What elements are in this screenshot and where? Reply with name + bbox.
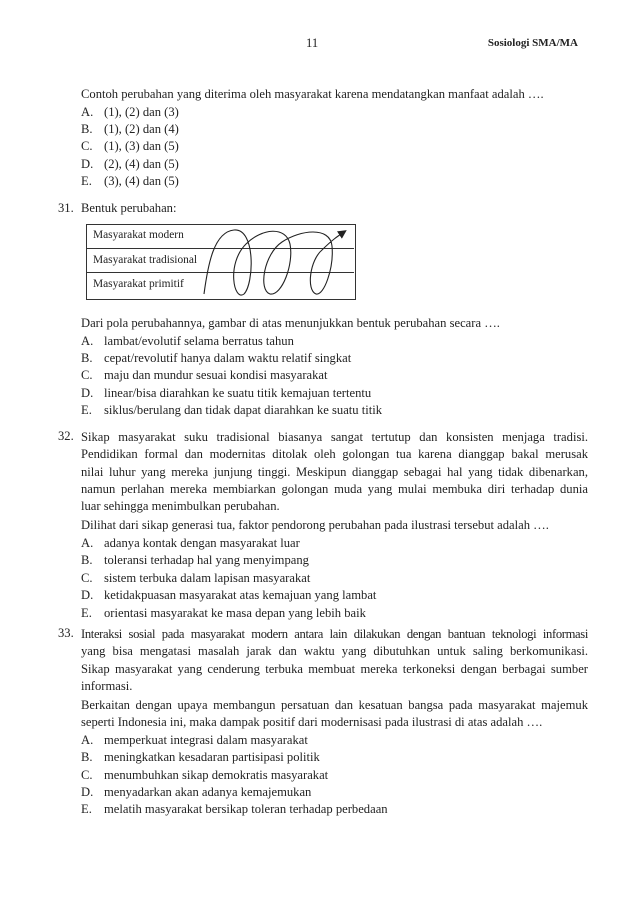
option-text: menyadarkan akan adanya kemajemukan (104, 784, 312, 799)
option-text: maju dan mundur sesuai kondisi masyarakat (104, 368, 328, 383)
option-letter: E. (81, 403, 92, 418)
option-text: sistem terbuka dalam lapisan masyarakat (104, 570, 311, 585)
option-text: linear/bisa diarahkan ke suatu titik kemajuan tertentu (104, 385, 372, 400)
option-letter: B. (81, 553, 93, 568)
option-a[interactable] (81, 535, 588, 552)
option-e[interactable] (81, 173, 588, 190)
option-b[interactable] (81, 552, 588, 569)
option-text: (3), (4) dan (5) (104, 174, 179, 189)
option-letter: B. (81, 121, 93, 136)
question-stem: Berkaitan dengan upaya membangun persatuan dan kesatuan bangsa pada masyarakat majemuk (81, 698, 588, 713)
paragraph-line: informasi. (81, 678, 133, 693)
option-c[interactable] (81, 767, 588, 784)
option-a[interactable] (81, 104, 588, 121)
option-text: melatih masyarakat bersikap toleran terhadap perbedaan (104, 802, 388, 817)
question-text: Bentuk perubahan: (81, 201, 177, 215)
option-letter: A. (81, 535, 94, 550)
change-pattern-diagram (86, 224, 356, 300)
paragraph-line: yang bisa mengatasi masalah jarak dan waktu yang dibutuhkan untuk saling berkomunikasi. (81, 644, 588, 659)
option-letter: B. (81, 750, 93, 765)
option-text: ketidakpuasan masyarakat atas kemajuan yang lambat (104, 588, 377, 603)
option-list (81, 732, 588, 819)
question-number: 32. (58, 429, 74, 443)
question-number: 33. (58, 626, 74, 640)
option-c[interactable] (81, 570, 588, 587)
option-text: adanya kontak dengan masyarakat luar (104, 535, 300, 550)
option-list (81, 535, 588, 622)
option-letter: D. (81, 156, 94, 171)
diagram-label: Masyarakat modern (93, 229, 184, 241)
option-list (81, 104, 588, 191)
paragraph-line: Pendidikan formal dan modernitas ditolak oleh golongan tua karena dianggap bakal merusak (81, 447, 588, 462)
option-text: cepat/revolutif hanya dalam waktu relatif singkat (104, 350, 352, 365)
question-32 (58, 429, 588, 622)
option-e[interactable] (81, 402, 588, 419)
question-31-answers (81, 315, 588, 419)
option-text: toleransi terhadap hal yang menyimpang (104, 553, 309, 568)
option-e[interactable] (81, 801, 588, 818)
option-e[interactable] (81, 605, 588, 622)
option-c[interactable] (81, 138, 588, 155)
option-letter: A. (81, 104, 94, 119)
option-a[interactable] (81, 333, 588, 350)
option-letter: C. (81, 767, 93, 782)
option-list (81, 333, 588, 420)
option-letter: C. (81, 368, 93, 383)
question-number: 31. (58, 201, 74, 215)
option-d[interactable] (81, 156, 588, 173)
question-paragraph (81, 429, 588, 622)
option-text: (1), (3) dan (5) (104, 139, 179, 154)
option-letter: D. (81, 385, 94, 400)
diagram-label: Masyarakat primitif (93, 278, 184, 291)
option-letter: D. (81, 784, 94, 799)
option-text: (1), (2) dan (3) (104, 104, 179, 119)
paragraph-line: Sikap masyarakat suku tradisional biasanya sangat tertutup dan konsisten menjaga tradisi. (81, 430, 588, 444)
option-letter: E. (81, 174, 92, 189)
paragraph-line: Interaksi sosial pada masyarakat modern antara lain dilakukan dengan bantuan teknologi informasi (81, 627, 588, 641)
question-33 (58, 626, 588, 819)
option-letter: D. (81, 588, 94, 603)
option-text: (1), (2) dan (4) (104, 121, 179, 136)
option-letter: C. (81, 570, 93, 585)
running-header: Sosiologi SMA/MA (487, 37, 578, 49)
question-stem: Dilihat dari sikap generasi tua, faktor pendorong perubahan pada ilustrasi tersebut adalah …. (81, 518, 549, 533)
option-text: (2), (4) dan (5) (104, 156, 179, 171)
option-d[interactable] (81, 784, 588, 801)
diagram-label: Masyarakat tradisional (93, 253, 198, 266)
spiral-arrow-icon (86, 224, 356, 300)
option-b[interactable] (81, 121, 588, 138)
question-stem: Contoh perubahan yang diterima oleh masyarakat karena mendatangkan manfaat adalah …. (81, 87, 544, 101)
question-stem: Dari pola perubahannya, gambar di atas menunjukkan bentuk perubahan secara …. (81, 316, 500, 330)
question-30-continuation (81, 86, 588, 190)
paragraph-line: nilai luhur yang mereka junjung tinggi. Meskipun dianggap sebagai hal yang tidak dibenarkan, (81, 464, 588, 479)
option-letter: A. (81, 333, 94, 348)
option-letter: E. (81, 605, 92, 620)
option-b[interactable] (81, 749, 588, 766)
option-c[interactable] (81, 367, 588, 384)
option-d[interactable] (81, 587, 588, 604)
question-paragraph (81, 626, 588, 819)
page-number: 11 (306, 36, 319, 50)
question-stem: seperti Indonesia ini, maka dampak positif dari modernisasi pada ilustrasi di atas adalah …. (81, 715, 543, 730)
option-letter: B. (81, 350, 93, 365)
option-text: lambat/evolutif selama berratus tahun (104, 333, 294, 348)
option-letter: A. (81, 732, 94, 747)
paragraph-line: namun perlahan mereka membiarkan golongan muda yang mulai membuka diri terhadap dunia (81, 481, 588, 496)
option-letter: C. (81, 139, 93, 154)
paragraph-line: Sikap masyarakat yang cenderung terbuka membuat mereka terkoneksi dengan berbagai sumber (81, 661, 588, 676)
option-text: orientasi masyarakat ke masa depan yang lebih baik (104, 605, 366, 620)
paragraph-line: luar sehingga menimbulkan perubahan. (81, 499, 280, 514)
question-31 (58, 200, 588, 218)
option-text: menumbuhkan sikap demokratis masyarakat (104, 767, 329, 782)
option-a[interactable] (81, 732, 588, 749)
option-d[interactable] (81, 385, 588, 402)
option-text: siklus/berulang dan tidak dapat diarahkan ke suatu titik (104, 403, 383, 418)
option-text: memperkuat integrasi dalam masyarakat (104, 732, 308, 747)
option-letter: E. (81, 802, 92, 817)
option-b[interactable] (81, 350, 588, 367)
option-text: meningkatkan kesadaran partisipasi politik (104, 750, 320, 765)
